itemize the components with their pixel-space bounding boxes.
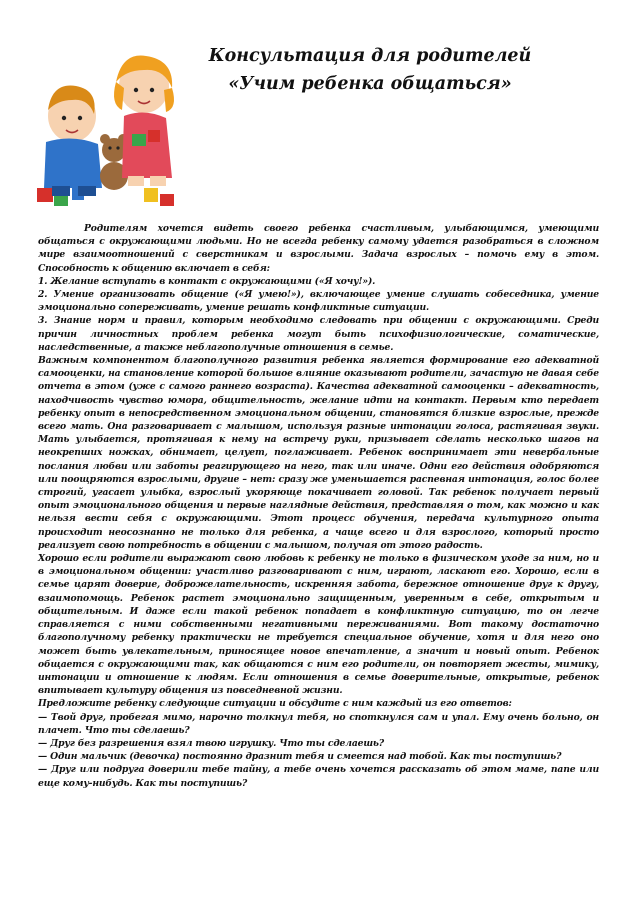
title-line-2: «Учим ребенка общаться» [228,74,512,94]
paragraph: 1. Желание вступать в контакт с окружающими («Я хочу!»). [38,275,376,287]
paragraph: Родителям хочется видеть своего ребенка счастливым, улыбающимся, умеющими общаться с окружающими людьми. Но не всегда ребенку самому удается разобраться в сложном мире взаимоотношений с сверстникам и взрослыми. Задача взрослых – помочь ему в этом. Способность к общению включает в себя: [38,223,599,274]
paragraph: 3. Знание норм и правил, которым необходимо следовать при общении с окружающими. Среди причин личностных проблем ребенка могут быть психофизиологические, соматические, наследственные, а также неблагополучные отношения в семье. [38,315,599,353]
title-line-1: Консультация для родителей [208,46,532,66]
list-item: — Твой друг, пробегая мимо, нарочно толкнул тебя, но споткнулся сам и упал. Ему очень больно, он плачет. Что ты сделаешь? [38,711,599,736]
list-item: — Друг без разрешения взял твою игрушку. Что ты сделаешь? [38,737,385,749]
article-body [38,222,599,790]
list-item: — Один мальчик (девочка) постоянно дразнит тебя и смеется над тобой. Как ты поступишь? [38,751,562,763]
page-title [150,42,590,98]
list-item: — Друг или подруга доверили тебе тайну, а тебе очень хочется рассказать об этом маме, папе или еще кому-нибудь. Как ты поступишь? [38,764,599,789]
paragraph: Важным компонентом благополучного развития ребенка является формирование его адекватной самооценки, на становление которой большое влияние оказывают родители, зачастую не давая себе отчета в этом (уже с самого раннего возраста). Качества адекватной самооценки – адекватность, находчивость чувство юмора, общительность, желание идти на контакт. Первым кто передает ребенку опыт в непосредственном эмоциональном общении, становятся близкие взрослые, прежде всего мать. Она разговаривает с малышом, используя разные интонации голоса, растягивая звуки. Мать улыбается, протягивая к нему на встречу руки, призывает сделать несколько шагов на неокрепших ножках, обнимает, целует, поглаживает. Ребенок воспринимает эти невербальные послания любви или заботы реагирующего на него, так или иначе. Одни его действия одобряются или поощряются взрослыми, другие – нет: сразу же уменьшается распевная интонация, голос более строгий, угасает улыбка, взрослый укоряюще покачивает головой. Так ребенок получает первый опыт эмоционального общения и первые наглядные действия, представляя о том, как можно и как нельзя вести себя с окружающими. Этот процесс обучения, передача культурного опыта происходит неосознанно не только для ребенка, а чаще всего и для взрослого, который просто реализует свою потребность в общении с малышом, получая от этого радость. [38,355,599,551]
paragraph: 2. Умение организовать общение («Я умею!»), включающее умение слушать собеседника, умение эмоционально сопереживать, умение решать конфликтные ситуации. [38,289,599,314]
paragraph: Предложите ребенку следующие ситуации и обсудите с ним каждый из его ответов: [38,698,512,710]
paragraph: Хорошо если родители выражают свою любовь к ребенку не только в физическом уходе за ним, но и в эмоциональном общении: участливо разговаривают с ним, играют, ласкают его. Хорошо, если в семье царят доверие, доброжелательность, искренняя забота, бережное отношение друг к другу, взаимопомощь. Ребенок растет эмоционально защищенным, уверенным в себе, открытым и общительным. И даже если такой ребенок попадает в конфликтную ситуацию, то он легче справляется с ними собственными негативными переживаниями. Вот такому достаточно благополучному ребенку практически не требуется специальное обучение, хотя и для него оно может быть увлекательным, приносящее новое впечатление, а значит и новый опыт. Ребенок общается с окружающими так, как общаются с ним его родители, он повторяет жесты, мимику, интонации и отношение к людям. Если отношения в семье доверительные, открытые, ребенок впитывает культуру общения из повседневной жизни. [38,553,599,697]
